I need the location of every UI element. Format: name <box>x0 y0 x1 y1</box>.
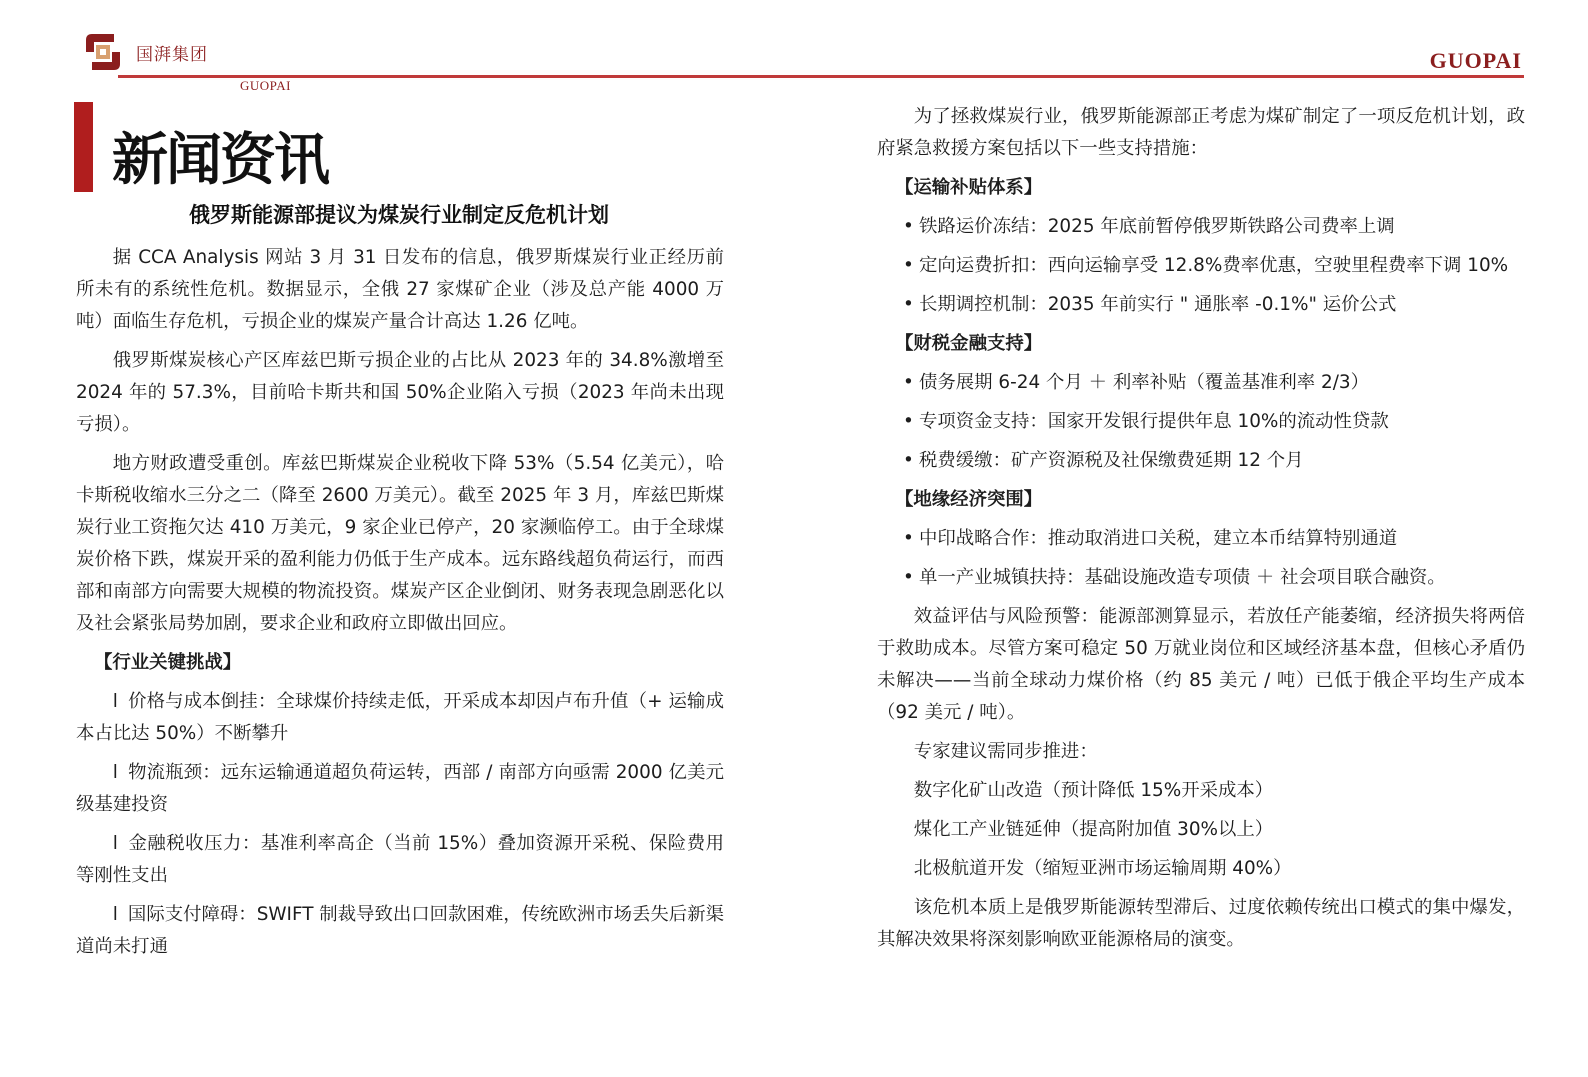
list-marker: l <box>112 904 118 925</box>
section-title-accent-bar <box>74 102 93 192</box>
list-item-text: 价格与成本倒挂：全球煤价持续走低，开采成本却因卢布升值（+ 运输成本占比达 50%）不断攀升 <box>76 691 724 744</box>
list-item-text: 国际支付障碍：SWIFT 制裁导致出口回款困难，传统欧洲市场丢失后新渠道尚未打通 <box>76 904 724 957</box>
list-item: 北极航道开发（缩短亚洲市场运输周期 40%） <box>913 858 1292 879</box>
left-column <box>76 242 724 970</box>
paragraph: 俄罗斯煤炭核心产区库兹巴斯亏损企业的占比从 2023 年的 34.8%激增至 2024 年的 57.3%，目前哈卡斯共和国 50%企业陷入亏损（2023 年尚未出现亏损）。 <box>76 350 724 435</box>
list-marker: l <box>112 691 118 712</box>
paragraph: 为了拯救煤炭行业，俄罗斯能源部正考虑为煤矿制定了一项反危机计划，政府紧急救援方案包括以下一些支持措施： <box>877 106 1525 159</box>
bullet-text: 单一产业城镇扶持：基础设施改造专项债 ＋ 社会项目联合融资。 <box>919 567 1446 588</box>
list-item-text: 物流瓶颈：远东运输通道超负荷运转，西部 / 南部方向亟需 2000 亿美元级基建投资 <box>76 762 724 815</box>
section-heading: 【行业关键挑战】 <box>94 652 242 673</box>
list-item-text: 金融税收压力：基准利率高企（当前 15%）叠加资源开采税、保险费用等刚性支出 <box>76 833 724 886</box>
paragraph: 专家建议需同步推进： <box>913 741 1098 762</box>
bullet-item <box>877 211 1525 243</box>
paragraph: 地方财政遭受重创。库兹巴斯煤炭企业税收下降 53%（5.54 亿美元），哈卡斯税收缩水三分之二（降至 2600 万美元）。截至 2025 年 3 月，库兹巴斯煤炭行业工资拖欠达 410 万美元，9 家企业已停产，20 家濒临停工。由于全球煤炭价格下跌，煤炭开采的盈利能力仍低于生产成本。远东路线超负荷运行，而西部和南部方向需要大规模的物流投资。煤炭产区企业倒闭、财务表现急剧恶化以及社会紧张局势加剧，要求企业和政府立即做出回应。 <box>76 453 724 634</box>
bullet-text: 长期调控机制：2035 年前实行 " 通胀率 -0.1%" 运价公式 <box>919 294 1397 315</box>
list-marker: l <box>112 762 118 783</box>
section-heading: 【运输补贴体系】 <box>895 177 1043 198</box>
list-marker: l <box>112 833 118 854</box>
bullet-marker: • <box>903 567 914 588</box>
bullet-text: 专项资金支持：国家开发银行提供年息 10%的流动性贷款 <box>919 411 1389 432</box>
bullet-item <box>877 562 1525 594</box>
list-item <box>76 828 724 892</box>
bullet-marker: • <box>903 411 914 432</box>
bullet-marker: • <box>903 528 914 549</box>
bullet-text: 定向运费折扣：西向运输享受 12.8%费率优惠，空驶里程费率下调 10% <box>919 255 1509 276</box>
bullet-item <box>877 406 1525 438</box>
bullet-marker: • <box>903 216 914 237</box>
bullet-item <box>877 367 1525 399</box>
section-title: 新闻资讯 <box>112 128 328 193</box>
bullet-marker: • <box>903 255 914 276</box>
bullet-item <box>877 250 1525 282</box>
section-heading: 【财税金融支持】 <box>895 333 1043 354</box>
bullet-text: 债务展期 6-24 个月 ＋ 利率补贴（覆盖基准利率 2/3） <box>919 372 1369 393</box>
list-item <box>76 686 724 750</box>
bullet-marker: • <box>903 372 914 393</box>
bullet-text: 铁路运价冻结：2025 年底前暂停俄罗斯铁路公司费率上调 <box>919 216 1395 237</box>
bullet-marker: • <box>903 294 914 315</box>
right-column <box>877 101 1525 963</box>
logo-company-name: 国湃集团 <box>136 45 208 65</box>
paragraph: 该危机本质上是俄罗斯能源转型滞后、过度依赖传统出口模式的集中爆发，其解决效果将深刻影响欧亚能源格局的演变。 <box>877 897 1525 950</box>
header-brand: GUOPAI <box>1429 48 1522 73</box>
bullet-item <box>877 445 1525 477</box>
bullet-marker: • <box>903 450 914 471</box>
bullet-text: 税费缓缴：矿产资源税及社保缴费延期 12 个月 <box>919 450 1304 471</box>
logo-company-name-en: GUOPAI <box>240 78 291 93</box>
header-divider <box>118 75 1524 78</box>
list-item: 数字化矿山改造（预计降低 15%开采成本） <box>913 780 1274 801</box>
list-item <box>76 757 724 821</box>
bullet-text: 中印战略合作：推动取消进口关税，建立本币结算特别通道 <box>919 528 1398 549</box>
bullet-item <box>877 289 1525 321</box>
section-heading: 【地缘经济突围】 <box>895 489 1043 510</box>
company-logo-icon <box>82 30 124 74</box>
paragraph: 据 CCA Analysis 网站 3 月 31 日发布的信息，俄罗斯煤炭行业正经历前所未有的系统性危机。数据显示，全俄 27 家煤矿企业（涉及总产能 4000 万吨）面临生存危机，亏损企业的煤炭产量合计高达 1.26 亿吨。 <box>76 247 724 332</box>
list-item: 煤化工产业链延伸（提高附加值 30%以上） <box>913 819 1274 840</box>
article-title: 俄罗斯能源部提议为煤炭行业制定反危机计划 <box>189 203 609 227</box>
list-item <box>76 899 724 963</box>
paragraph: 效益评估与风险预警：能源部测算显示，若放任产能萎缩，经济损失将两倍于救助成本。尽管方案可稳定 50 万就业岗位和区域经济基本盘，但核心矛盾仍未解决——当前全球动力煤价格（约 85 美元 / 吨）已低于俄企平均生产成本（92 美元 / 吨）。 <box>877 606 1525 723</box>
bullet-item <box>877 523 1525 555</box>
